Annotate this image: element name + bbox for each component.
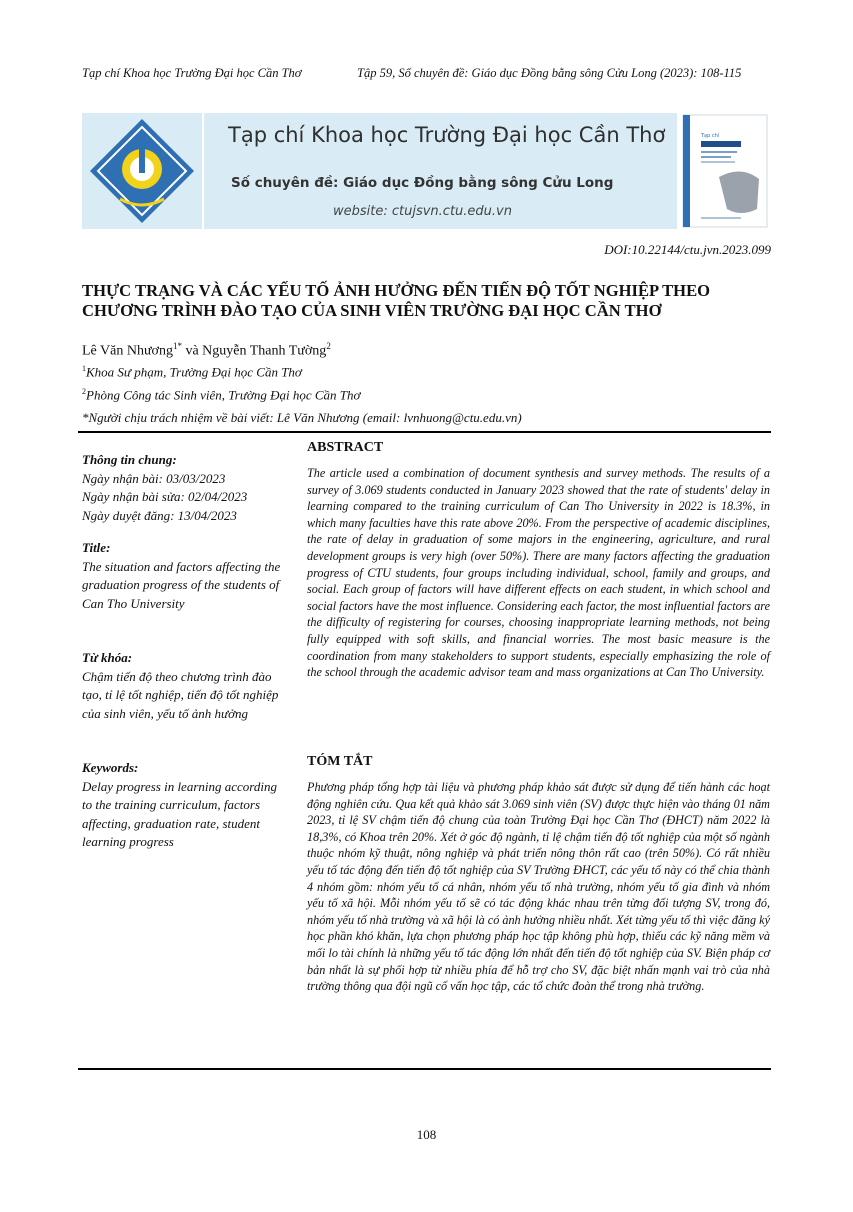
banner-title: Tạp chí Khoa học Trường Đại học Cần Thơ [228,123,666,147]
received-date: Ngày nhận bài: 03/03/2023 [82,470,226,486]
keywords-en-heading: Keywords: [82,760,139,775]
author-superscript: 1* [172,341,182,351]
keywords-vi-heading: Từ khóa: [82,650,133,665]
author-superscript: 2 [326,341,331,351]
bottom-rule [78,1068,771,1070]
affiliation [82,387,360,403]
title-heading: Title: [82,540,111,555]
journal-cover-thumbnail [679,113,771,229]
accepted-date: Ngày duyệt đăng: 13/04/2023 [82,507,237,523]
keywords-en-block [82,759,287,852]
tomtat-heading: TÓM TẮT [307,754,373,769]
banner-subtitle: Số chuyên đề: Giáo dục Đồng bằng sông Cửu Long [231,175,614,191]
revised-date: Ngày nhận bài sửa: 02/04/2023 [82,489,248,504]
author-joiner: và [181,343,203,359]
journal-banner [82,113,771,229]
keywords-vi-block [82,649,287,723]
running-header-journal: Tạp chí Khoa học Trường Đại học Cần Thơ [82,66,302,80]
author-line [82,341,331,360]
keywords-en: Delay progress in learning according to the training curriculum, factors affecting, graduation rate, student learning progress [82,778,277,849]
abstract-text: The article used a combination of document synthesis and survey methods. The results of a survey of 3.069 students conducted in January 2023 showed that the rate of students' delay in learning compared to the training curriculum of Can Tho University in 2022 is 18.3%, in which many faculties have this rate above 20%. From the perspective of academic disciplines, the rate of delay in graduation of some majors in the engineering, agriculture, and rural development groups is very high (over 50%). There are many factors affecting the graduation progress of CTU students, four groups including individual, school, family and groups, and social. Each group of factors will have different effects on each student, in which school and social factors have the most influence. Considering each factor, the most influential factors are the difficulty of registering for courses, choosing inappropriate learning methods, not being fully equipped with soft skills, and financial worries. The most basic measure is the coordination from many stakeholders to support students, especially emphasizing the role of the school through the academic advisor team and mass organizations at Can Tho University. [307,466,770,680]
university-logo [82,113,202,229]
banner-divider [202,113,204,229]
author-name: Nguyễn Thanh Tường [202,343,327,359]
affiliation [82,364,302,380]
page-number: 108 [416,1127,437,1142]
info-heading: Thông tin chung: [82,452,177,467]
affiliation-text: Khoa Sư phạm, Trường Đại học Cần Thơ [86,364,302,380]
tomtat-text: Phương pháp tổng hợp tài liệu và phương pháp khảo sát được sử dụng để tiến hành các hoạt động nghiên cứu. Qua kết quả khảo sát 3.069 sinh viên (SV) được thực hiện vào tháng 01 năm 2023, tỉ lệ SV chậm tiến độ chung của toàn Trường Đại học Cần Thơ (ĐHCT) năm 2022 là 18,3%, có Khoa trên 20%. Xét ở góc độ ngành, tỉ lệ chậm tiến độ tốt nghiệp của một số ngành thuộc nhóm kỹ thuật, nông nghiệp và phát triển nông thôn rất cao (trên 50%). Có rất nhiều yếu tố tác động đến tiến độ tốt nghiệp của SV Trường ĐHCT, các yếu tố này có thể chia thành 4 nhóm gồm: nhóm yếu tố cá nhân, nhóm yếu tố nhà trường, nhóm yếu tố gia đình và nhóm yếu tố xã hội. Mỗi nhóm yếu tố sẽ có tác động khác nhau trên từng đối tượng SV, trong đó, nhóm yếu tố nhà trường và xã hội là có ảnh hưởng nhiều nhất. Xét từng yếu tố thì việc đăng ký học phần khó khăn, lựa chọn phương pháp học tập không phù hợp, thiếu các kỹ năng mềm và mối lo tài chính là những yếu tố tác động lớn nhất đến tiến độ tốt nghiệp của SV. Biện pháp cơ bản nhất là sự phối hợp từ nhiều phía để hỗ trợ cho SV, đặc biệt nhấn mạnh vai trò của nhà trường thông qua đội ngũ cố vấn học tập, các tổ chức đoàn thể trong nhà trường. [307,780,770,994]
author-name: Lê Văn Nhương [82,343,173,359]
corresponding-author [82,410,522,426]
article-info [82,451,287,525]
affiliation-superscript: 1 [82,364,86,373]
doi: DOI:10.22144/ctu.jvn.2023.099 [604,242,771,257]
svg-text:Tạp chí: Tạp chí [701,133,720,139]
article-title: THỰC TRẠNG VÀ CÁC YẾU TỐ ẢNH HƯỞNG ĐẾN TIẾN ĐỘ TỐT NGHIỆP THEO CHƯƠNG TRÌNH ĐÀO TẠO CỦA SINH VIÊN TRƯỜNG ĐẠI HỌC CẦN THƠ [82,281,711,320]
affiliation-text: Phòng Công tác Sinh viên, Trường Đại học Cần Thơ [86,387,361,403]
abstract-heading: ABSTRACT [307,440,384,455]
running-header-issue: Tập 59, Số chuyên đề: Giáo dục Đồng bằng sông Cửu Long (2023): 108-115 [357,66,742,80]
affiliation-text: *Người chịu trách nhiệm về bài viết: Lê Văn Nhương (email: lvnhuong@ctu.edu.vn) [82,410,522,425]
english-title: The situation and factors affecting the graduation progress of the students of Can Tho University [82,558,281,611]
tomtat-section [307,754,770,995]
affiliation-superscript: 2 [82,387,86,396]
top-rule [78,431,771,433]
english-title-block [82,539,287,613]
abstract-section [307,440,770,681]
banner-website: website: ctujsvn.ctu.edu.vn [333,204,512,219]
keywords-vi: Chậm tiến độ theo chương trình đào tạo, tỉ lệ tốt nghiệp, tiến độ tốt nghiệp của sinh viên, yếu tố ảnh hưởng [82,668,279,721]
